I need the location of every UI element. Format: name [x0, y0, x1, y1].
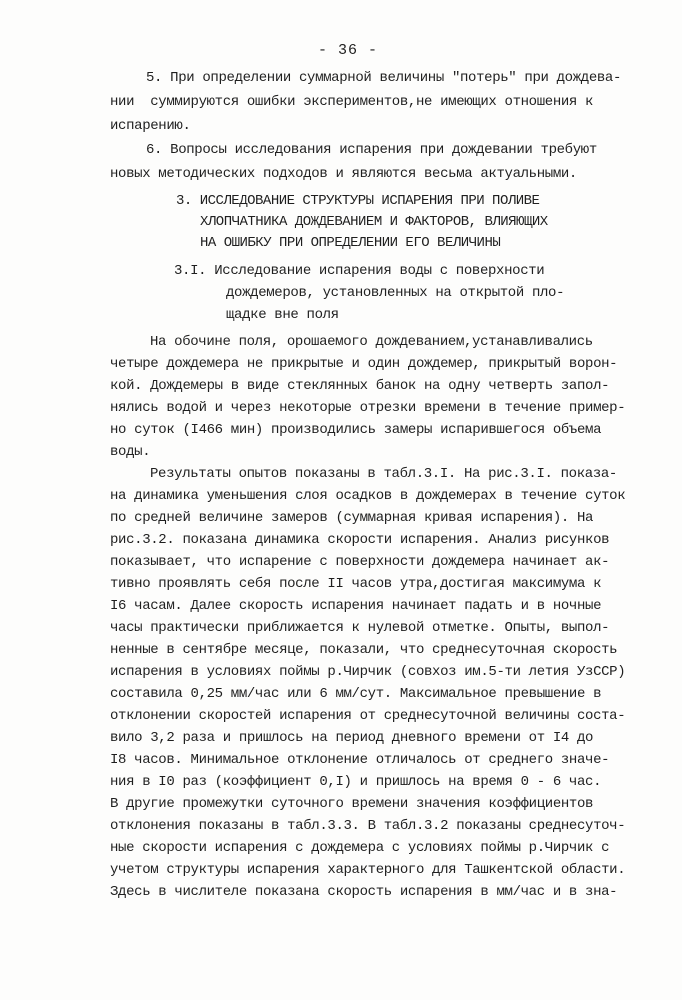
text-line: кой. Дождемеры в виде стеклянных банок на одну четверть запол- — [110, 378, 610, 394]
text-line: Результаты опытов показаны в табл.3.I. На рис.3.I. показа- — [150, 466, 617, 482]
text-line: часы практически приближается к нулевой отметке. Опыты, выпол- — [110, 620, 610, 636]
text-line: воды. — [110, 444, 151, 460]
text-line: испарения в условиях поймы р.Чирчик (совхоз им.5-ти летия УзССР) — [110, 664, 626, 680]
section-heading-line: 3.I. Исследование испарения воды с поверхности — [174, 263, 545, 279]
text-line: составила 0,25 мм/час или 6 мм/сут. Максимальное превышение в — [110, 686, 602, 702]
section-heading-line: дождемеров, установленных на открытой пло- — [226, 285, 565, 301]
text-line: ненные в сентябре месяце, показали, что среднесуточная скорость — [110, 642, 618, 658]
chapter-heading-line: НА ОШИБКУ ПРИ ОПРЕДЕЛЕНИИ ЕГО ВЕЛИЧИНЫ — [200, 235, 501, 251]
text-line: тивно проявлять себя после II часов утра,достигая максимума к — [110, 576, 602, 592]
text-line: ния в I0 раз (коэффициент 0,I) и пришлось на время 0 - 6 час. — [110, 774, 602, 790]
text-line: ные скорости испарения с дождемера с условиях поймы р.Чирчик с — [110, 840, 610, 856]
text-line: учетом структуры испарения характерного для Ташкентской области. — [110, 862, 626, 878]
text-line: но суток (I466 мин) производились замеры испарившегося объема — [110, 422, 602, 438]
chapter-heading-line: ХЛОПЧАТНИКА ДОЖДЕВАНИЕМ И ФАКТОРОВ, ВЛИЯЮЩИХ — [200, 214, 548, 230]
text-line: нии суммируются ошибки экспериментов,не имеющих отношения к — [110, 94, 594, 110]
text-line: I6 часам. Далее скорость испарения начинает падать и в ночные — [110, 598, 602, 614]
text-line: вило 3,2 раза и пришлось на период дневного времени от I4 до — [110, 730, 594, 746]
text-line: показывает, что испарение с поверхности дождемера начинает ак- — [110, 554, 610, 570]
text-line: Здесь в числителе показана скорость испарения в мм/час и в зна- — [110, 884, 618, 900]
page-number: - 36 - — [318, 42, 379, 59]
text-line: четыре дождемера не прикрытые и один дождемер, прикрытый ворон- — [110, 356, 618, 372]
chapter-heading-line: 3. ИССЛЕДОВАНИЕ СТРУКТУРЫ ИСПАРЕНИЯ ПРИ ПОЛИВЕ — [176, 193, 540, 209]
text-line: 5. При определении суммарной величины "потерь" при дождева- — [146, 70, 622, 86]
text-line: I8 часов. Минимальное отклонение отличалось от среднего значе- — [110, 752, 610, 768]
text-line: испарению. — [110, 118, 191, 134]
text-line: 6. Вопросы исследования испарения при дождевании требуют — [146, 142, 597, 158]
text-line: на динамика уменьшения слоя осадков в дождемерах в течение суток — [110, 488, 626, 504]
text-line: отклонении скоростей испарения от среднесуточной величины соста- — [110, 708, 626, 724]
text-line: В другие промежутки суточного времени значения коэффициентов — [110, 796, 594, 812]
text-line: новых методических подходов и являются весьма актуальными. — [110, 166, 577, 182]
text-line: нялись водой и через некоторые отрезки времени в течение пример- — [110, 400, 626, 416]
text-line: На обочине поля, орошаемого дождеванием,устанавливались — [150, 334, 593, 350]
text-line: по средней величине замеров (суммарная кривая испарения). На — [110, 510, 594, 526]
text-line: отклонения показаны в табл.3.3. В табл.3.2 показаны среднесуточ- — [110, 818, 626, 834]
section-heading-line: щадке вне поля — [226, 307, 339, 323]
text-line: рис.3.2. показана динамика скорости испарения. Анализ рисунков — [110, 532, 610, 548]
